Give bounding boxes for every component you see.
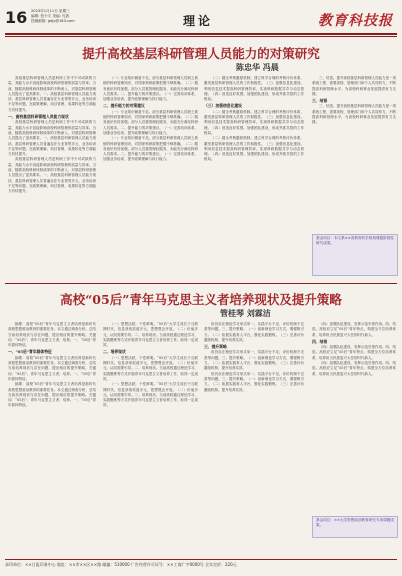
article2-col4-text-2: （四）加强队伍建设，发挥示范引领作用。四、结语。高校应立足“05后”青年特点，构建全方位培养体系，培养担当民族复兴大任的时代新人。 [312, 345, 396, 360]
article1-col3-text: （二）健全考核激励机制。建立科学合理的考核评价体系，激发基层科研管理人员的工作积极性。（三）加强信息化建设。利用信息技术提高科研管理效率，实现科研数据共享与动态管理。（四）营造良好氛围。加强团队建设，形成齐抓共管的工作格局。 [204, 76, 304, 102]
article2-col2-text-2: （一）思想活跃，个性鲜明。“05后”大学生成长于互联网时代，信息获取渠道多元，思想观念开放。（二）价值多元，认同需要引导。二、培养现状。当前高校通过理论学习、实践锻炼等方式开展青年马克思主义者培养工作，取得一定成效。 [103, 355, 198, 381]
article1-col4-text-2: 三、结语。提升高校基层科研管理人员能力是一项系统工程，需要高校、管理部门和个人共同努力，不断提高科研管理水平，为高校科研事业发展提供有力支撑。 [312, 104, 396, 125]
article2-col2-text-3: （一）思想活跃，个性鲜明。“05后”大学生成长于互联网时代，信息获取渠道多元，思想观念开放。（二）价值多元，认同需要引导。二、培养现状。当前高校通过理论学习、实践锻炼等方式开展青年马克思主义者培养工作，取得一定成效。 [103, 382, 198, 408]
masthead-logo: 教育科技报 [318, 13, 393, 29]
article1-column-1 [8, 76, 96, 274]
article2-column-3 [204, 322, 304, 554]
article1-authors: 陈忠华 冯晨 [236, 63, 279, 72]
header-rule-thin [5, 36, 397, 37]
page-number: 16 [5, 8, 28, 27]
article1-column-3 [204, 76, 304, 274]
footer-rule [5, 559, 397, 560]
article1-col4-text: 三、结语。提升高校基层科研管理人员能力是一项系统工程，需要高校、管理部门和个人共同努力，不断提高科研管理水平，为高校科研事业发展提供有力支撑。 [312, 76, 396, 96]
issue-date: 2023年1月11日 星期三 [31, 9, 70, 13]
article1-col2-text-2: （一）专业知识储备不足。部分基层科研管理人员缺乏系统的科研管理知识，对国家科研政策把握不够准确。（二）服务意识有待加强。部分人员重管理轻服务，未能充分满足科研人员需求。二、提升能力的对策建议。（一）完善培训体系，加强业务培训，提升政策理解与执行能力。 [103, 109, 198, 135]
article1-title: 提升高校基层科研管理人员能力的对策研究 [82, 46, 320, 61]
section-title: 理论 [183, 14, 214, 28]
article2-col1-text-2: 摘要：高校“05后”青年马克思主义者培养是新时代高校思想政治教育的重要任务。本文通过调查分析，总结当前培养现状与存在问题，提出相应的提升策略。关键词：“05后”；青年马克思主义者；培养。一、“05后”青年群体特征。 [8, 355, 96, 381]
article1-col2-text-3: （一）专业知识储备不足。部分基层科研管理人员缺乏系统的科研管理知识，对国家科研政策把握不够准确。（二）服务意识有待加强。部分人员重管理轻服务，未能充分满足科研人员需求。二、提升能力的对策建议。（一）完善培训体系，加强业务培训，提升政策理解与执行能力。 [103, 136, 198, 162]
article1-col3-text-2: （二）健全考核激励机制。建立科学合理的考核评价体系，激发基层科研管理人员的工作积极性。（三）加强信息化建设。利用信息技术提高科研管理效率，实现科研数据共享与动态管理。（四）营造良好氛围。加强团队建设，形成齐抓共管的工作格局。 [204, 109, 304, 135]
article1-column-4 [312, 76, 396, 230]
email-line: 投稿邮箱: gdjy@163.com [31, 19, 75, 23]
article2-col4-text: （四）加强队伍建设，发挥示范引领作用。四、结语。高校应立足“05后”青年特点，构建全方位培养体系，培养担当民族复兴大任的时代新人。 [312, 322, 396, 337]
article1-funding-box [312, 234, 398, 276]
issue-meta [31, 9, 75, 24]
article1-col2-text: （一）专业知识储备不足。部分基层科研管理人员缺乏系统的科研管理知识，对国家科研政策把握不够准确。（二）服务意识有待加强。部分人员重管理轻服务，未能充分满足科研人员需求。二、提升能力的对策建议。（一）完善培训体系，加强业务培训，提升政策理解与执行能力。 [103, 76, 198, 102]
article1-col3-text-3: （二）健全考核激励机制。建立科学合理的考核评价体系，激发基层科研管理人员的工作积极性。（三）加强信息化建设。利用信息技术提高科研管理效率，实现科研数据共享与动态管理。（四）营造良好氛围。加强团队建设，形成齐抓共管的工作格局。 [204, 136, 304, 162]
article2-col4-text-3: （四）加强队伍建设，发挥示范引领作用。四、结语。高校应立足“05后”青年特点，构建全方位培养体系，培养担当民族复兴大任的时代新人。 [312, 361, 396, 376]
article2-col3-text: 但仍存在理论学习形式单一、实践平台不足、评价机制不完善等问题。三、提升策略。（一）创新理论学习方式，增强吸引力。（二）拓展实践育人平台，强化实践锻炼。（三）完善评价激励机制，提升培养实效。 [204, 322, 304, 342]
article2-column-4 [312, 322, 396, 510]
article1-col1-heading: 一、高校基层科研管理人员能力现状 [8, 114, 69, 120]
page-header [5, 6, 397, 36]
article2-column-1 [8, 322, 96, 554]
article2-funding-text: 基金项目：××大学思想政治教育研究专项课题成果。 [316, 518, 394, 527]
article1-col1-text: 高校基层科研管理人员是科研工作中不可或缺的力量，其能力水平直接影响高校科研管理的质量与效率。当前，随着高校科研体制改革的不断深入，对基层科研管理人员提出了更高要求。一、高校基层科研管理人员能力现状。基层科研管理人员普遍存在专业背景多元、业务培训不足等问题，在政策理解、项目管理、成果转化等方面能力有待提升。 [8, 76, 96, 112]
article1-col3-heading: （三）加强信息化建设 [204, 103, 242, 109]
article1-column-2 [103, 76, 198, 274]
article2-col4-heading: 四、结语 [312, 338, 328, 344]
article2-col1-text-3: 摘要：高校“05后”青年马克思主义者培养是新时代高校思想政治教育的重要任务。本文通过调查分析，总结当前培养现状与存在问题，提出相应的提升策略。关键词：“05后”；青年马克思主义者；培养。一、“05后”青年群体特征。 [8, 382, 96, 408]
article1-col2-heading: 二、提升能力的对策建议 [103, 103, 145, 109]
page-footer: 承印单位：××日报印务中心 地址：××市××区××路 邮编：510000 广告经营许可证号：××工商广字0000号 全年定价：220元 [5, 562, 237, 567]
article2-col2-text: （一）思想活跃，个性鲜明。“05后”大学生成长于互联网时代，信息获取渠道多元，思想观念开放。（二）价值多元，认同需要引导。二、培养现状。当前高校通过理论学习、实践锻炼等方式开展青年马克思主义者培养工作，取得一定成效。 [103, 322, 198, 348]
article1-funding-text: 基金项目：本文系××省教育科学规划课题阶段性研究成果。 [316, 236, 394, 245]
article2-col3-heading: 三、提升策略 [204, 344, 227, 350]
article2-col2-heading: 二、培养现状 [103, 349, 126, 355]
article-divider [5, 283, 397, 284]
article1-col4-heading: 三、结语 [312, 98, 328, 104]
article1-col1-text-2: 高校基层科研管理人员是科研工作中不可或缺的力量，其能力水平直接影响高校科研管理的质量与效率。当前，随着高校科研体制改革的不断深入，对基层科研管理人员提出了更高要求。一、高校基层科研管理人员能力现状。基层科研管理人员普遍存在专业背景多元、业务培训不足等问题，在政策理解、项目管理、成果转化等方面能力有待提升。 [8, 120, 96, 157]
editor-line: 编辑: 张小宇 美编: 孔波 [31, 14, 70, 18]
article2-col3-text-2: 但仍存在理论学习形式单一、实践平台不足、评价机制不完善等问题。三、提升策略。（一）创新理论学习方式，增强吸引力。（二）拓展实践育人平台，强化实践锻炼。（三）完善评价激励机制，提升培养实效。 [204, 350, 304, 371]
article2-col1-text: 摘要：高校“05后”青年马克思主义者培养是新时代高校思想政治教育的重要任务。本文通过调查分析，总结当前培养现状与存在问题，提出相应的提升策略。关键词：“05后”；青年马克思主义者；培养。一、“05后”青年群体特征。 [8, 322, 96, 348]
article2-authors: 管桂琴 刘霖洁 [220, 309, 271, 318]
article2-column-2 [103, 322, 198, 554]
header-rule [5, 33, 397, 35]
article1-col1-text-3: 高校基层科研管理人员是科研工作中不可或缺的力量，其能力水平直接影响高校科研管理的质量与效率。当前，随着高校科研体制改革的不断深入，对基层科研管理人员提出了更高要求。一、高校基层科研管理人员能力现状。基层科研管理人员普遍存在专业背景多元、业务培训不足等问题，在政策理解、项目管理、成果转化等方面能力有待提升。 [8, 157, 96, 194]
article2-title: 高校“05后”青年马克思主义者培养现状及提升策略 [60, 292, 342, 307]
article2-col1-heading: 一、“05后”青年群体特征 [8, 349, 52, 355]
article2-funding-box [312, 516, 398, 538]
article2-col3-text-3: 但仍存在理论学习形式单一、实践平台不足、评价机制不完善等问题。三、提升策略。（一）创新理论学习方式，增强吸引力。（二）拓展实践育人平台，强化实践锻炼。（三）完善评价激励机制，提升培养实效。 [204, 371, 304, 392]
